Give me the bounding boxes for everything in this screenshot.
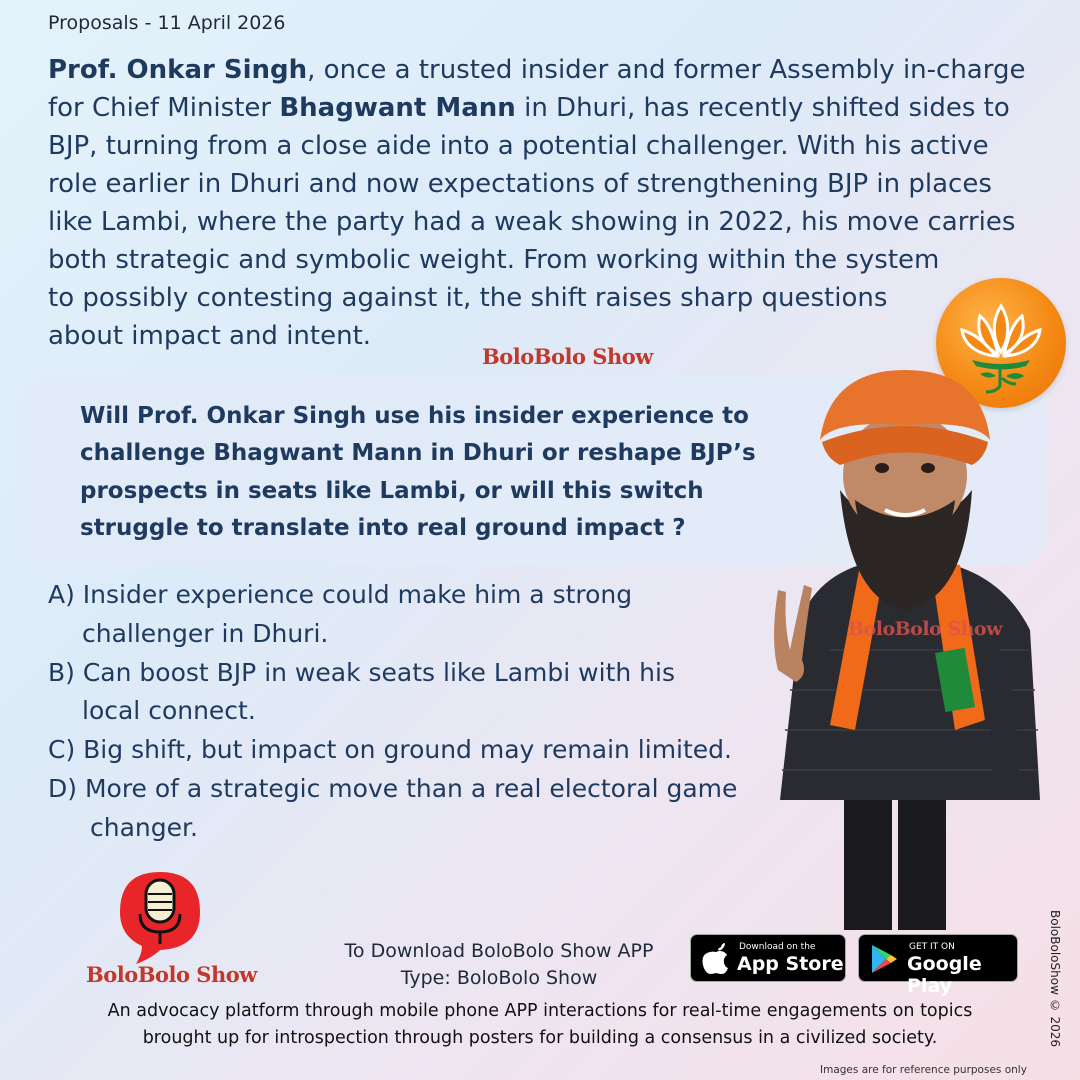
download-line: To Download BoloBolo Show APP xyxy=(344,940,654,962)
intro-line: both strategic and symbolic weight. From working within the system xyxy=(48,244,940,275)
footer-description xyxy=(20,998,1060,1052)
intro-line: BJP, turning from a close aide into a potential challenger. With his active xyxy=(48,130,989,161)
intro-line: like Lambi, where the party had a weak showing in 2022, his move carries xyxy=(48,206,1016,237)
answer-options xyxy=(48,576,788,847)
intro-line: role earlier in Dhuri and now expectations of strengthening BJP in places xyxy=(48,168,992,199)
question-line: prospects in seats like Lambi, or will this switch xyxy=(80,477,704,504)
question-line: Will Prof. Onkar Singh use his insider experience to xyxy=(80,403,749,429)
option-a-cont: challenger in Dhuri. xyxy=(82,618,329,648)
google-play-label: Google Play xyxy=(907,953,982,997)
watermark: BoloBolo Show xyxy=(482,344,653,369)
intro-line: about impact and intent. xyxy=(48,320,372,351)
microphone-icon xyxy=(110,868,210,968)
footer-line: brought up for introspection through posters for building a consensus in a civilized society. xyxy=(142,1028,938,1049)
caricature-figure xyxy=(760,370,1060,930)
chief-minister-name: Bhagwant Mann xyxy=(279,92,516,123)
apple-icon xyxy=(701,943,731,975)
question-line: challenge Bhagwant Mann in Dhuri or reshape BJP’s xyxy=(80,440,756,467)
intro-line: to possibly contesting against it, the shift raises sharp questions xyxy=(48,282,888,313)
intro-text: for Chief Minister xyxy=(48,92,280,123)
intro-text: , once a trusted insider and former Assembly in-charge xyxy=(307,55,1026,85)
google-play-icon xyxy=(869,943,899,975)
intro-paragraph xyxy=(48,52,1038,356)
copyright-notice: BoloBoloShow © 2026 xyxy=(1048,910,1062,1048)
app-logo-text: BoloBolo Show xyxy=(86,962,257,987)
option-d-cont: changer. xyxy=(90,812,198,842)
question-text xyxy=(80,398,780,548)
download-line: Type: BoloBolo Show xyxy=(400,966,598,989)
date-line: Proposals - 11 April 2026 xyxy=(48,12,286,34)
option-c: C) Big shift, but impact on ground may remain limited. xyxy=(48,735,732,764)
option-d: D) More of a strategic move than a real electoral game xyxy=(48,773,738,803)
question-line: struggle to translate into real ground impact ? xyxy=(80,515,686,542)
watermark: BoloBolo Show xyxy=(848,618,1002,640)
option-b-cont: local connect. xyxy=(82,696,256,726)
app-store-label: App Store xyxy=(737,953,844,975)
intro-text: in Dhuri, has recently shifted sides to xyxy=(515,92,1010,123)
google-play-button[interactable] xyxy=(858,934,1018,997)
reference-note: Images are for reference purposes only xyxy=(820,1064,1027,1076)
app-store-button[interactable] xyxy=(690,934,846,982)
download-instructions xyxy=(334,938,664,991)
footer-line: An advocacy platform through mobile phone APP interactions for real-time engagements on topics xyxy=(107,1001,973,1021)
option-b: B) Can boost BJP in weak seats like Lambi with his xyxy=(48,657,675,687)
app-store-small-label: Download on the xyxy=(739,942,816,952)
google-play-small-label: GET IT ON xyxy=(909,942,955,952)
option-a: A) Insider experience could make him a strong xyxy=(48,580,633,609)
person-name: Prof. Onkar Singh xyxy=(48,55,308,85)
